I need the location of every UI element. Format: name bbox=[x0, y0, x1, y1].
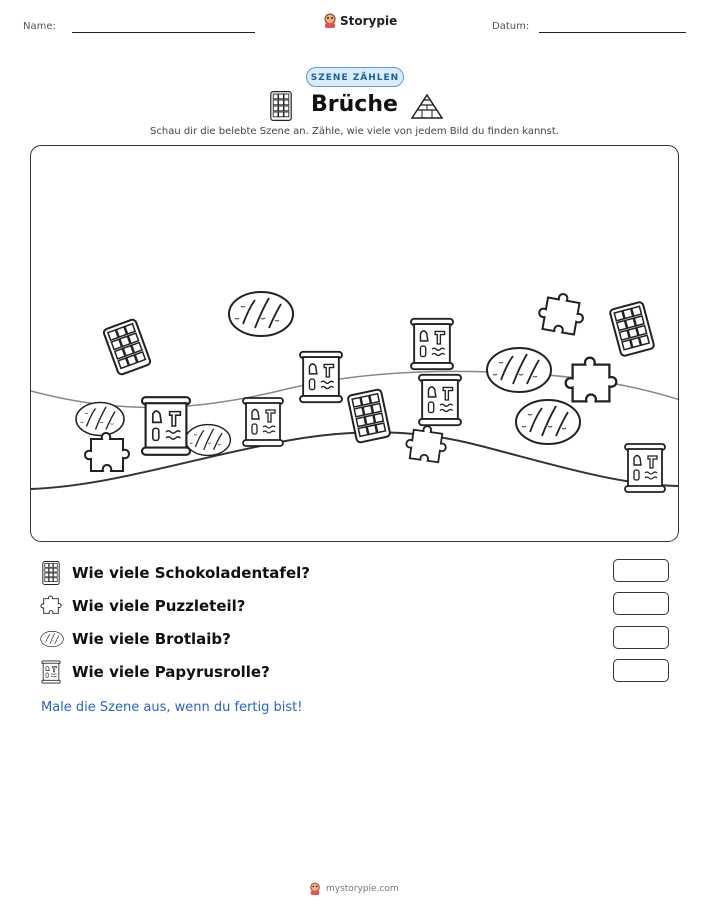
bread-loaf bbox=[487, 348, 551, 392]
question-puzzle bbox=[40, 594, 246, 618]
brand-logo bbox=[323, 13, 397, 29]
brand-mascot-icon bbox=[309, 882, 321, 896]
question-text: Wie viele Schokoladentafel? bbox=[72, 564, 310, 582]
papyrus-scroll bbox=[243, 398, 283, 446]
puzzle-piece bbox=[404, 424, 448, 463]
puzzle-piece bbox=[566, 358, 617, 402]
papyrus-scroll bbox=[411, 319, 453, 369]
bread-loaf bbox=[186, 425, 231, 456]
papyrus-scroll bbox=[300, 352, 342, 402]
coloring-note: Male die Szene aus, wenn du fertig bist! bbox=[41, 700, 303, 715]
puzzle-piece bbox=[85, 433, 129, 471]
name-field[interactable] bbox=[72, 32, 255, 33]
answer-box-bread[interactable] bbox=[613, 626, 669, 649]
name-label: Name: bbox=[23, 21, 56, 32]
activity-badge: SZENE ZÄHLEN bbox=[306, 67, 404, 87]
answer-box-papyrus[interactable] bbox=[613, 659, 669, 682]
question-text: Wie viele Papyrusrolle? bbox=[72, 663, 270, 681]
bread-loaf bbox=[516, 400, 580, 444]
bread-loaf bbox=[229, 292, 293, 336]
brand-mascot-icon bbox=[323, 13, 337, 29]
counting-scene bbox=[30, 145, 679, 542]
page-title: Brüche bbox=[311, 92, 398, 117]
question-text: Wie viele Brotlaib? bbox=[72, 630, 231, 648]
papyrus-scroll bbox=[142, 397, 190, 455]
footer-url[interactable]: mystorypie.com bbox=[326, 884, 399, 894]
question-papyrus bbox=[40, 660, 270, 684]
ground-hill-line bbox=[31, 432, 679, 489]
chocolate-bar bbox=[103, 319, 151, 376]
footer bbox=[309, 882, 399, 896]
date-label: Datum: bbox=[492, 21, 530, 32]
chocolate-bar bbox=[347, 389, 390, 443]
answer-box-chocolate[interactable] bbox=[613, 559, 669, 582]
papyrus-scroll-icon bbox=[40, 660, 62, 684]
bread-loaf bbox=[76, 403, 124, 436]
question-text: Wie viele Puzzleteil? bbox=[72, 597, 246, 615]
instructions: Schau dir die belebte Szene an. Zähle, wie viele von jedem Bild du finden kannst. bbox=[150, 126, 559, 137]
papyrus-scroll bbox=[419, 375, 461, 425]
bread-loaf-icon bbox=[40, 630, 64, 648]
date-field[interactable] bbox=[539, 32, 686, 33]
chocolate-bar-icon bbox=[40, 561, 62, 585]
chocolate-bar bbox=[609, 301, 654, 356]
puzzle-piece bbox=[537, 291, 587, 336]
answer-box-puzzle[interactable] bbox=[613, 592, 669, 615]
chocolate-bar-icon bbox=[268, 91, 294, 121]
pyramid-icon bbox=[410, 92, 444, 120]
papyrus-scroll bbox=[625, 444, 665, 492]
question-bread bbox=[40, 627, 231, 651]
question-chocolate bbox=[40, 561, 310, 585]
brand-name: Storypie bbox=[340, 14, 398, 28]
puzzle-piece-icon bbox=[40, 595, 62, 617]
